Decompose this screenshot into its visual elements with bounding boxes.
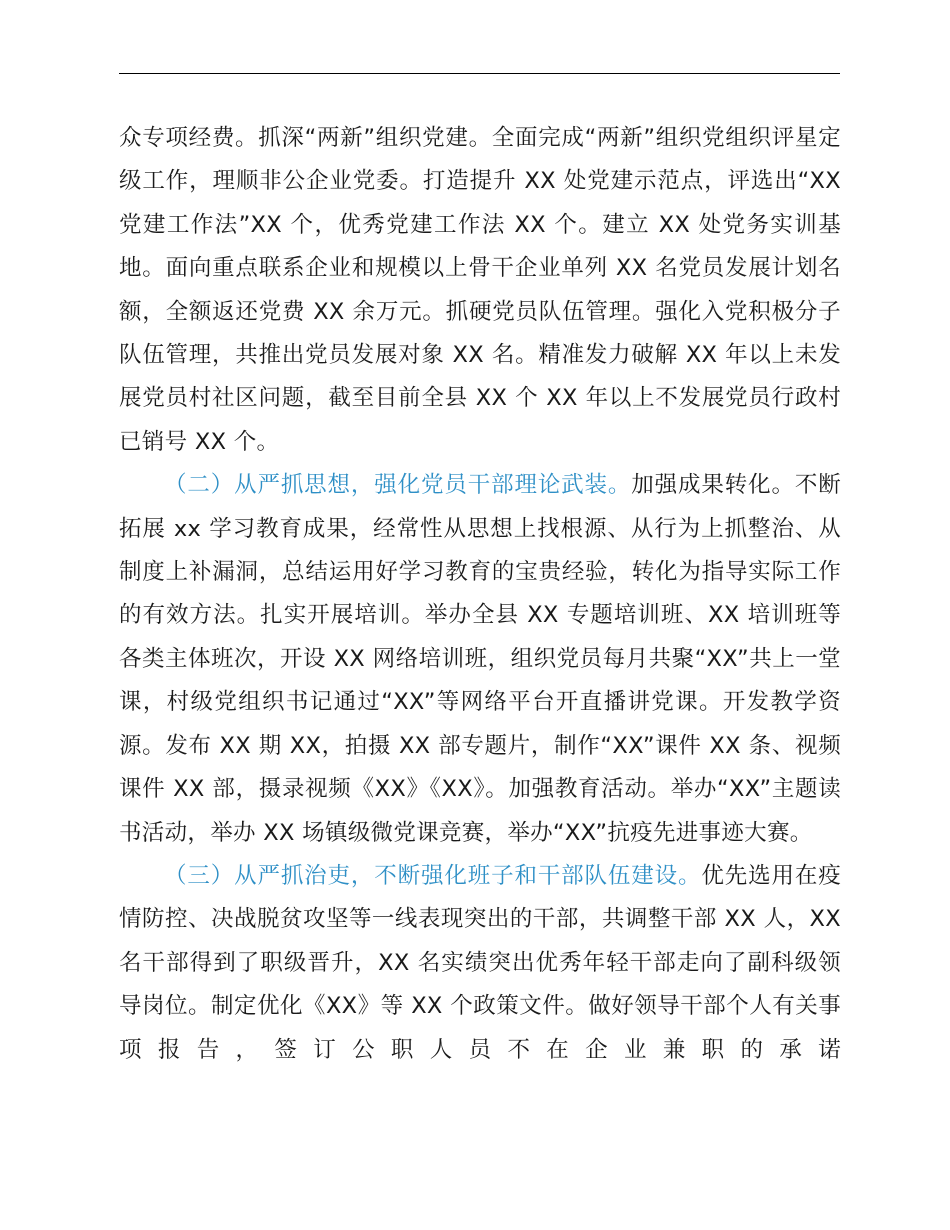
paragraph-1 [119,117,841,464]
document-body [119,117,841,1072]
paragraph-2-text: 加强成果转化。不断拓展 xx 学习教育成果，经常性从思想上找根源、从行为上抓整治、从制度上补漏洞，总结运用好学习教育的宝贵经验，转化为指导实际工作的有效方法。扎实开展培训。举办全县 XX 专题培训班、XX 培训班等各类主体班次，开设 XX 网络培训班，组织党员每月共聚“XX”共上一堂课，村级党组织书记通过“XX”等网络平台开直播讲党课。开发教学资源。发布 XX 期 XX，拍摄 XX 部专题片，制作“XX”课件 XX 条、视频课件 XX 部，摄录视频《XX》《XX》。加强教育活动。举办“XX”主题读书活动，举办 XX 场镇级微党课竞赛，举办“XX”抗疫先进事迹大赛。 [119,472,841,846]
paragraph-1-text: 众专项经费。抓深“两新”组织党建。全面完成“两新”组织党组织评星定级工作，理顺非公企业党委。打造提升 XX 处党建示范点，评选出“XX 党建工作法”XX 个，优秀党建工作法 XX 个。建立 XX 处党务实训基地。面向重点联系企业和规模以上骨干企业单列 XX 名党员发展计划名额，全额返还党费 XX 余万元。抓硬党员队伍管理。强化入党积极分子队伍管理，共推出党员发展对象 XX 名。精准发力破解 XX 年以上未发展党员村社区问题，截至目前全县 XX 个 XX 年以上不发展党员行政村已销号 XX 个。 [119,125,841,455]
paragraph-2 [119,464,841,855]
section-heading-2: （二）从严抓思想，强化党员干部理论武装。 [164,472,632,499]
paragraph-3-text: 优先选用在疫情防控、决战脱贫攻坚等一线表现突出的干部，共调整干部 XX 人，XX 名干部得到了职级晋升，XX 名实绩突出优秀年轻干部走向了副科级领导岗位。制定优化《XX》等 XX 个政策文件。做好领导干部个人有关事项报告，签订公职人员不在企业兼职的承诺 [119,862,841,1063]
paragraph-3 [119,855,841,1072]
header-rule [119,73,840,74]
section-heading-3: （三）从严抓治吏，不断强化班子和干部队伍建设。 [164,862,702,889]
